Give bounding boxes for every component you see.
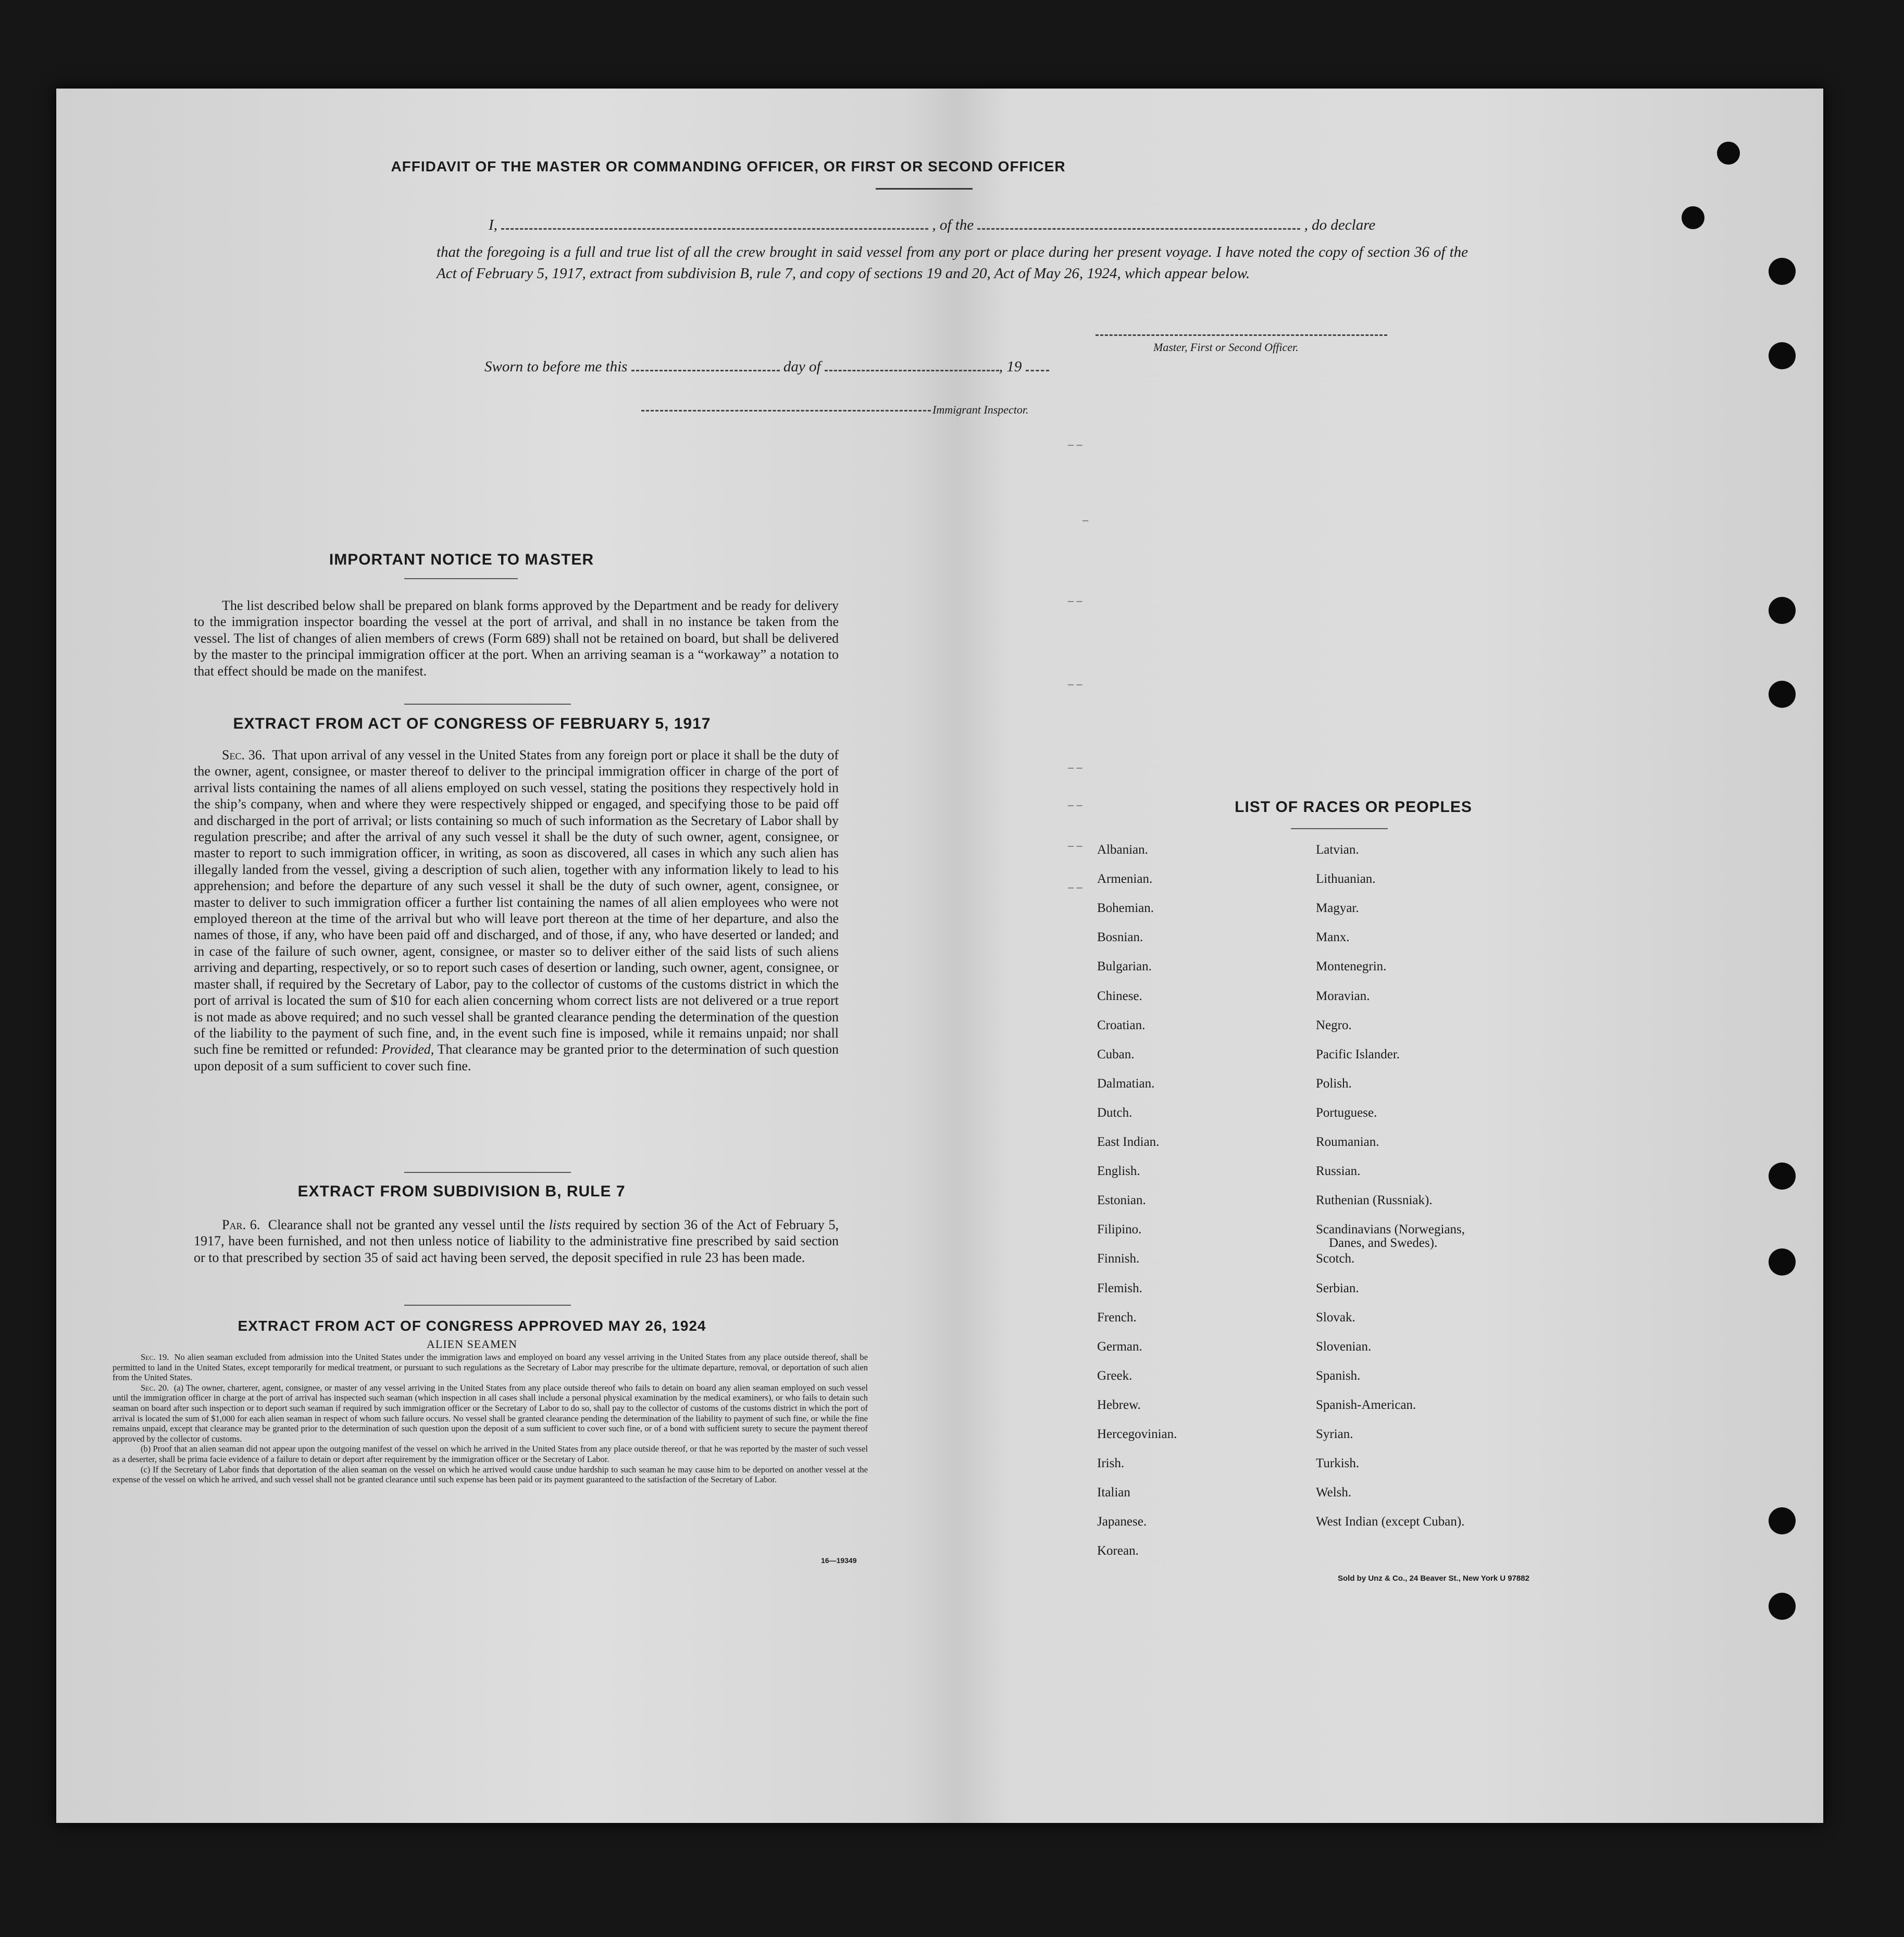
form-number: 16—19349 (821, 1556, 857, 1565)
stray-mark: – – (1068, 839, 1082, 852)
alien-seamen-subtitle: ALIEN SEAMEN (427, 1338, 517, 1351)
lists-word: lists (549, 1217, 571, 1232)
sec-20a-text: (a) The owner, charterer, agent, consignee, or master of any vessel arriving in the United States from any place outside thereof who fails to detain on board any alien seaman employed on such vessel until the immigration officer in charge at the port of arrival has inspected such seaman (which inspection in all cases shall include a personal physical examination by the medical examiners), or who fails to detain such seaman on board after such inspection or to deport such seaman if required by such immigration officer or the Secretary of Labor to do so, shall pay to the collector of customs of the customs district in which the port of arrival is located the sum of $1,000 for each alien seaman in respect of whom such failure occurs. No vessel shall be granted clearance pending the determination of the liability to payment of such fine, or while the fine remains unpaid, except that clearance may be granted prior to the determination of such question upon the deposit of a sum sufficient to cover such fine, or of a bond with sufficient surety to secure the payment thereof approved by the collector of customs. (113, 1382, 868, 1444)
races-title: LIST OF RACES OR PEOPLES (1235, 798, 1472, 816)
extract-1924-body (113, 1352, 868, 1485)
race-item: Irish. (1097, 1456, 1125, 1471)
par-6-text-a: Clearance shall not be granted any vessel until the (268, 1217, 545, 1232)
stray-mark: – – (1068, 594, 1082, 607)
sworn-day-field[interactable] (631, 370, 780, 371)
race-item: Russian. (1316, 1164, 1361, 1179)
race-item: Albanian. (1097, 843, 1148, 857)
printer-imprint: Sold by Unz & Co., 24 Beaver St., New York U 97882 (1338, 1574, 1529, 1583)
sec-19-text: No alien seaman excluded from admission into the United States under the immigration laws and employed on board any vessel arriving in the United States from any place outside thereof, shall be permitted to land in the United States, except temporarily for medical treatment, or pursuant to such regulations as the Secretary of Labor may prescribe for the ultimate departure, removal, or deportation of such alien from the United States. (113, 1352, 868, 1383)
par-6-text-b: required by section 36 of the Act of February 5, 1917, have been furnished, and not then unless notice of liability to the administrative fine prescribed by said section or to that prescribed by section 35 of said act having been served, the deposit specified in rule 23 has been made. (194, 1217, 839, 1265)
extract-rule7-title: EXTRACT FROM SUBDIVISION B, RULE 7 (297, 1183, 626, 1200)
affidavit-i-label: I, (489, 217, 497, 233)
divider (404, 1172, 571, 1173)
race-item: Turkish. (1316, 1456, 1360, 1471)
race-item: Latvian. (1316, 843, 1359, 857)
race-item: Ruthenian (Russniak). (1316, 1193, 1433, 1208)
notice-body: The list described below shall be prepared on blank forms approved by the Department and be ready for delivery to the immigration inspector boarding the vessel at the port of arrival, and shall in no instance be taken from the vessel. The list of changes of alien members of crews (Form 689) shall not be retained on board, but shall be delivered by the master to the principal immigration officer at the port. When an arriving seaman is a “workaway” a notation to that effect should be made on the manifest. (194, 598, 839, 679)
race-item: Pacific Islander. (1316, 1047, 1400, 1061)
race-item: Welsh. (1316, 1485, 1352, 1500)
race-item: Greek. (1097, 1368, 1133, 1383)
affidavit-do-declare-label: , do declare (1304, 217, 1376, 233)
race-item: Dutch. (1097, 1105, 1133, 1120)
extract-1917-body (194, 747, 839, 1074)
affidavit-of-the-label: , of the (932, 217, 974, 233)
divider (404, 578, 518, 579)
race-item: East Indian. (1097, 1135, 1160, 1149)
race-item: Manx. (1316, 930, 1350, 945)
sec-36-text: That upon arrival of any vessel in the United States from any foreign port or place it shall be the duty of the owner, agent, consignee, or master thereof to deliver to the principal immigration officer in charge of the port of arrival lists containing the names of all aliens employed on such vessel, stating the positions they respectively hold in the ship’s company, when and where they were respectively shipped or engaged, and specifying those to be paid off and discharged in the port of arrival; or lists containing so much of such information as the Secretary of Labor shall by regulation prescribe; and after the arrival of any such vessel it shall be the duty of such owner, agent, consignee, or master to report to such immigration officer, in writing, as soon as discovered, all cases in which any such alien has illegally landed from the vessel, giving a description of such alien, together with any information likely to lead to his apprehension; and before the departure of any such vessel it shall be the duty of such owner, agent, consignee, or master to deliver to such immigration officer a further list containing the names of all alien employees who were not employed thereon at the time of the arrival but who will leave port thereon at the time of her departure, and also the names of those, if any, who have been paid off and discharged, and of those, if any, who have deserted or landed; and in case of the failure of such owner, agent, consignee, or master so to deliver either of the said lists of such aliens arriving and departing, respectively, or so to report such cases of desertion or landing, such owner, agent, consignee, or master shall, if required by the Secretary of Labor, pay to the collector of customs of the customs district in which the port of arrival is located the sum of $10 for each alien concerning whom correct lists are not delivered or a true report is not made as above required; and no such vessel shall be granted clearance pending the determination of the question of the liability to the payment of such fine, and, in the event such fine is imposed, while it remains unpaid; nor shall such fine be remitted or refunded: (194, 747, 839, 1057)
sworn-month-field[interactable] (825, 370, 999, 371)
race-item: Chinese. (1097, 989, 1142, 1003)
race-item: Portuguese. (1316, 1105, 1377, 1120)
race-item: Montenegrin. (1316, 959, 1387, 974)
provided-word: Provided, (381, 1042, 434, 1057)
stray-mark: – – (1068, 880, 1082, 893)
race-item: Scandinavians (Norwegians, (1316, 1222, 1465, 1237)
stray-mark: – – (1068, 760, 1082, 773)
inspector-signature-field[interactable] (641, 410, 931, 411)
officer-name-field[interactable] (501, 228, 928, 230)
race-item: Flemish. (1097, 1281, 1142, 1295)
punch-hole (1769, 342, 1796, 369)
punch-hole (1769, 1163, 1796, 1190)
race-item: English. (1097, 1164, 1140, 1179)
race-item: Spanish-American. (1316, 1397, 1416, 1412)
punch-hole (1682, 206, 1704, 229)
race-item: Dalmatian. (1097, 1076, 1155, 1091)
race-item: Filipino. (1097, 1222, 1142, 1237)
race-item: Danes, and Swedes). (1329, 1236, 1438, 1251)
race-item: Slovak. (1316, 1310, 1355, 1324)
inspector-caption: Immigrant Inspector. (932, 403, 1029, 416)
sec-20b-paragraph: (b) Proof that an alien seaman did not appear upon the outgoing manifest of the vessel on which he arrived in the United States from any place outside thereof, or that he was reported by the master of such vessel as a deserter, shall be prima facie evidence of a failure to detain or deport after requirement by the immigration officer or the Secretary of Labor. (113, 1444, 868, 1464)
race-item: German. (1097, 1339, 1142, 1354)
race-item: Hercegovinian. (1097, 1427, 1177, 1441)
punch-hole (1769, 1248, 1796, 1276)
year-prefix-label: , 19 (999, 358, 1022, 375)
race-item: Spanish. (1316, 1368, 1361, 1383)
master-signature-field[interactable] (1096, 334, 1387, 336)
race-item: Hebrew. (1097, 1397, 1141, 1412)
extract-1917-title: EXTRACT FROM ACT OF CONGRESS OF FEBRUARY 5, 1917 (233, 715, 711, 732)
extract-rule7-body (194, 1217, 839, 1266)
extract-1924-title: EXTRACT FROM ACT OF CONGRESS APPROVED MAY 26, 1924 (238, 1318, 706, 1334)
stray-mark: – – (1068, 438, 1082, 451)
stray-mark: – – (1068, 798, 1082, 811)
sworn-year-field[interactable] (1026, 370, 1049, 371)
punch-hole (1717, 142, 1740, 165)
affidavit-declaration-line (489, 217, 1473, 234)
race-item: Italian (1097, 1485, 1130, 1500)
sworn-line (484, 358, 1188, 376)
race-item: Roumanian. (1316, 1135, 1379, 1149)
punch-hole (1769, 681, 1796, 708)
divider (876, 188, 973, 190)
stray-mark: – (1082, 513, 1088, 526)
race-item: Scotch. (1316, 1252, 1355, 1266)
sec-19-paragraph (113, 1352, 868, 1383)
race-item: Estonian. (1097, 1193, 1146, 1208)
race-item: Lithuanian. (1316, 872, 1376, 886)
race-item: Polish. (1316, 1076, 1352, 1091)
sec-36-label: Sec. 36. (222, 747, 266, 763)
race-item: French. (1097, 1310, 1137, 1324)
punch-hole (1769, 258, 1796, 285)
race-item: Negro. (1316, 1018, 1352, 1032)
master-signature-caption: Master, First or Second Officer. (1153, 341, 1299, 354)
sworn-label: Sworn to before me this (484, 358, 628, 375)
race-item: Cuban. (1097, 1047, 1135, 1061)
race-item: Bosnian. (1097, 930, 1143, 945)
sec-20a-paragraph (113, 1383, 868, 1444)
form-sheet (56, 89, 1823, 1823)
race-item: Serbian. (1316, 1281, 1359, 1295)
sec-36-text-end: That clearance may be granted prior to the determination of such question upon deposit of a sum sufficient to cover such fine. (194, 1042, 839, 1073)
race-item: Bulgarian. (1097, 959, 1152, 974)
punch-hole (1769, 597, 1796, 624)
divider (404, 704, 571, 705)
divider (1291, 828, 1388, 829)
sec-19-label: Sec. 19. (141, 1352, 169, 1362)
race-item: Slovenian. (1316, 1339, 1372, 1354)
day-of-label: day of (783, 358, 821, 375)
divider (404, 1305, 571, 1306)
punch-hole (1769, 1593, 1796, 1620)
race-item: Syrian. (1316, 1427, 1353, 1441)
race-item: Bohemian. (1097, 901, 1154, 916)
punch-hole (1769, 1507, 1796, 1534)
par-6-label: Par. 6. (222, 1217, 260, 1232)
race-item: Japanese. (1097, 1515, 1147, 1529)
race-item: Croatian. (1097, 1018, 1146, 1032)
notice-title: IMPORTANT NOTICE TO MASTER (329, 551, 594, 568)
sec-20-label: Sec. 20. (141, 1382, 169, 1393)
race-item: Magyar. (1316, 901, 1359, 916)
affidavit-title: AFFIDAVIT OF THE MASTER OR COMMANDING OFFICER, OR FIRST OR SECOND OFFICER (391, 158, 1066, 174)
race-item: Finnish. (1097, 1252, 1140, 1266)
sec-20c-paragraph: (c) If the Secretary of Labor finds that deportation of the alien seaman on the vessel on which he arrived would cause undue hardship to such seaman he may cause him to be deported on another vessel at the expense of the vessel on which he arrived, and such vessel shall not be granted clearance until such expense has been paid or its payment guaranteed to the satisfaction of the Secretary of Labor. (113, 1464, 868, 1485)
stray-mark: – – (1068, 677, 1082, 690)
race-item: Korean. (1097, 1544, 1139, 1558)
vessel-name-field[interactable] (977, 228, 1300, 230)
race-item: Armenian. (1097, 872, 1153, 886)
affidavit-body: that the foregoing is a full and true list of all the crew brought in said vessel from any port or place during her present voyage. I have noted the copy of section 36 of the Act of February 5, 1917, extract from subdivision B, rule 7, and copy of sections 19 and 20, Act of May 26, 1924, which appear below. (437, 244, 1468, 282)
race-item: West Indian (except Cuban). (1316, 1515, 1465, 1529)
race-item: Moravian. (1316, 989, 1370, 1003)
